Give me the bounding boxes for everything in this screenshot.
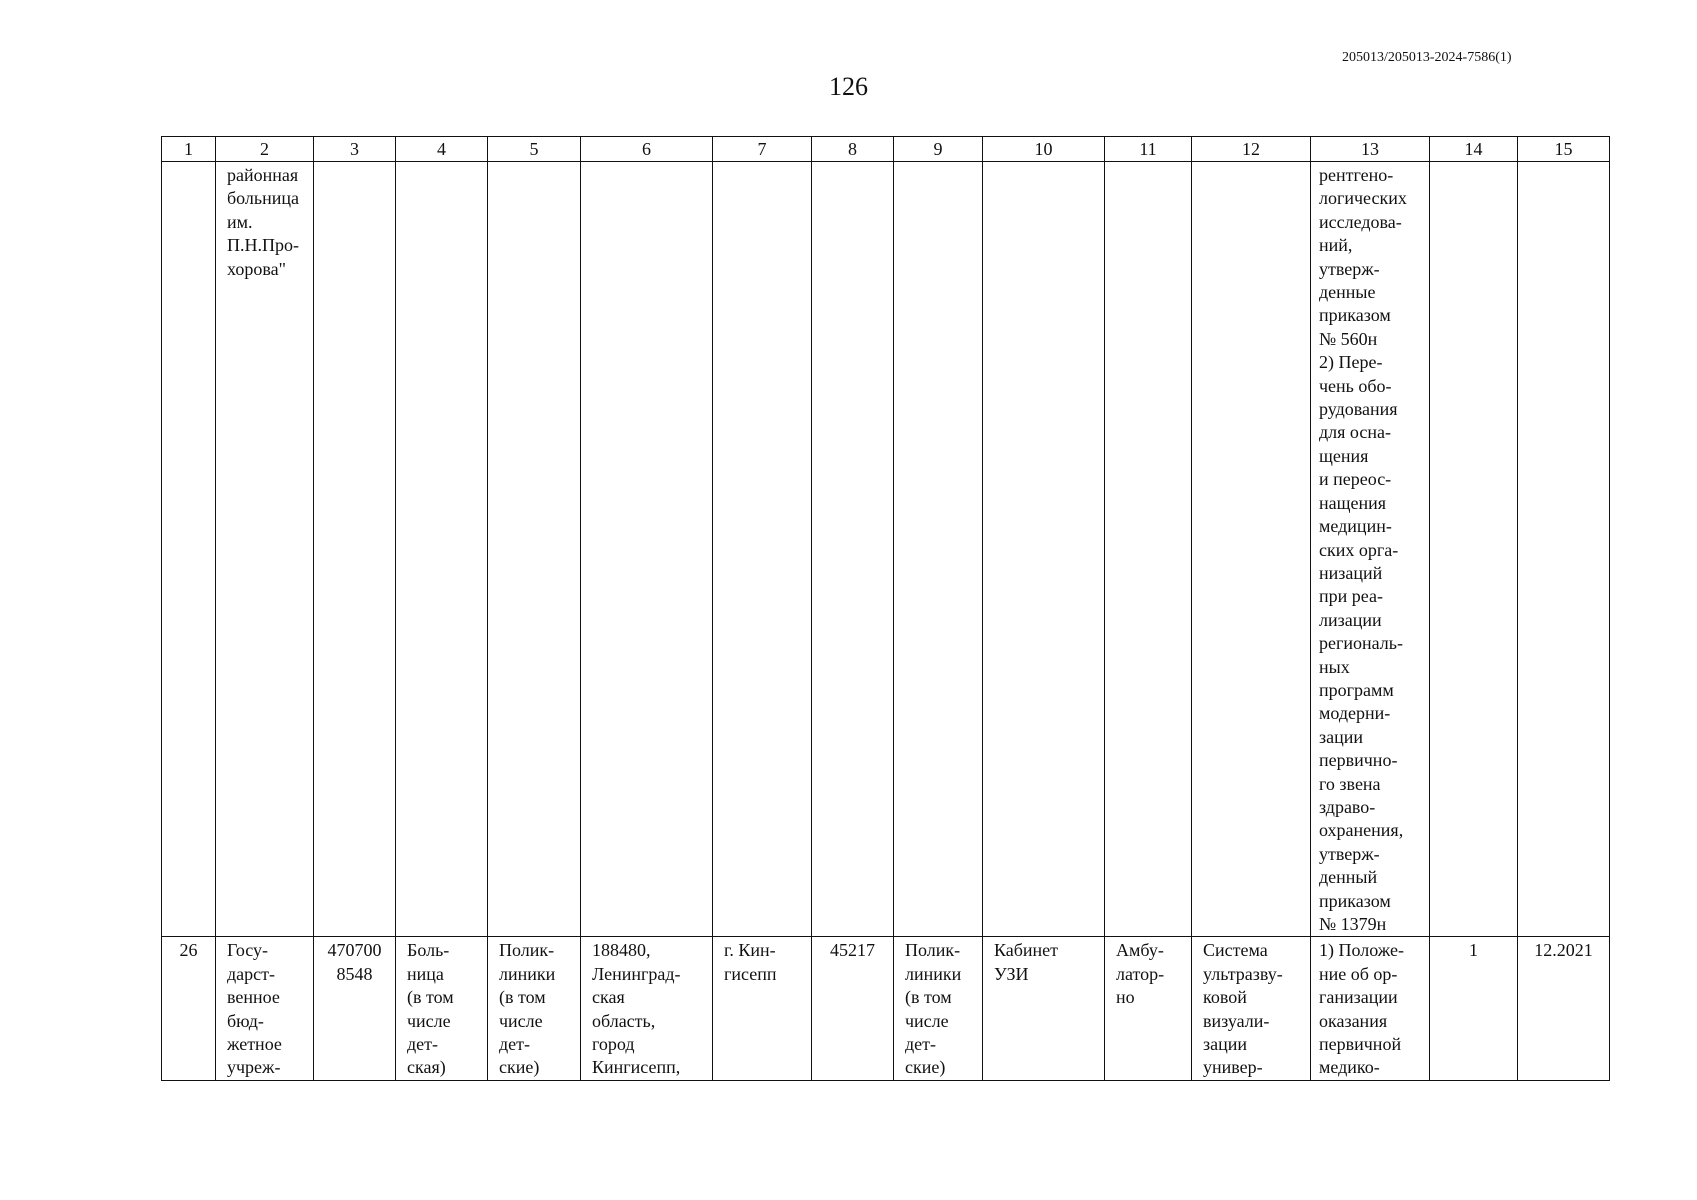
table-cell bbox=[1192, 162, 1311, 937]
cell-text: районная больница им. П.Н.Про- хорова" bbox=[227, 165, 299, 279]
organization-name: Госу- дарст- венное бюд- жетное учреж- bbox=[227, 940, 282, 1078]
table-cell bbox=[1518, 937, 1610, 1080]
delivery-date: 12.2021 bbox=[1534, 940, 1593, 961]
table-cell bbox=[894, 937, 983, 1080]
regulation: 1) Положе- ние об ор- ганизации оказания первичной медико- bbox=[1319, 940, 1404, 1078]
table-cell bbox=[812, 937, 894, 1080]
table-cell bbox=[396, 162, 488, 937]
column-number: 10 bbox=[983, 137, 1105, 162]
table-cell bbox=[983, 937, 1105, 1080]
table-cell bbox=[396, 937, 488, 1080]
cell-text bbox=[162, 162, 215, 164]
table-row-continuation bbox=[162, 162, 1610, 937]
division-type: Полик- линики (в том числе дет- ские) bbox=[499, 940, 556, 1078]
cell-text bbox=[1518, 162, 1609, 164]
column-number: 8 bbox=[812, 137, 894, 162]
column-number: 2 bbox=[216, 137, 314, 162]
table-cell bbox=[983, 162, 1105, 937]
cell-text bbox=[314, 162, 395, 164]
cell-text bbox=[1192, 162, 1310, 164]
table-cell bbox=[162, 162, 216, 937]
column-number: 4 bbox=[396, 137, 488, 162]
room-type: Кабинет УЗИ bbox=[994, 940, 1059, 984]
cell-text bbox=[581, 162, 712, 164]
table-cell bbox=[1430, 937, 1518, 1080]
table-cell bbox=[1311, 937, 1430, 1080]
cell-text bbox=[1430, 162, 1517, 164]
table-cell bbox=[216, 162, 314, 937]
table-cell bbox=[1105, 162, 1192, 937]
cell-text bbox=[1105, 162, 1191, 164]
quantity: 1 bbox=[1469, 940, 1478, 961]
cell-text bbox=[894, 162, 982, 164]
care-conditions: Амбу- латор- но bbox=[1116, 940, 1165, 1008]
table-cell bbox=[314, 162, 396, 937]
cell-text bbox=[713, 162, 811, 164]
column-number: 7 bbox=[713, 137, 812, 162]
table-cell bbox=[1518, 162, 1610, 937]
table-cell bbox=[162, 937, 216, 1080]
equipment-name: Система ультразву- ковой визуали- зации универ- bbox=[1203, 940, 1283, 1078]
column-number: 14 bbox=[1430, 137, 1518, 162]
document-id: 205013/205013-2024-7586(1) bbox=[1342, 50, 1512, 65]
okato-code: 45217 bbox=[830, 940, 875, 961]
column-number: 1 bbox=[162, 137, 216, 162]
column-number: 5 bbox=[488, 137, 581, 162]
table-cell bbox=[1105, 937, 1192, 1080]
unit-type: Полик- линики (в том числе дет- ские) bbox=[905, 940, 962, 1078]
table-cell bbox=[314, 937, 396, 1080]
page-number: 126 bbox=[829, 72, 868, 101]
cell-text bbox=[396, 162, 487, 164]
table-cell bbox=[713, 162, 812, 937]
table-cell bbox=[894, 162, 983, 937]
table-cell bbox=[488, 937, 581, 1080]
locality: г. Кин- гисепп bbox=[724, 940, 777, 984]
table-cell bbox=[1311, 162, 1430, 937]
column-number: 6 bbox=[581, 137, 713, 162]
column-number: 9 bbox=[894, 137, 983, 162]
column-number: 12 bbox=[1192, 137, 1311, 162]
data-table bbox=[161, 136, 1610, 1081]
column-number: 3 bbox=[314, 137, 396, 162]
cell-text bbox=[983, 162, 1104, 164]
cell-text bbox=[812, 162, 893, 164]
address: 188480, Ленинград- ская область, город Кингисепп, bbox=[592, 940, 681, 1078]
table-cell bbox=[1192, 937, 1311, 1080]
column-number: 11 bbox=[1105, 137, 1192, 162]
table-cell bbox=[1430, 162, 1518, 937]
table-cell bbox=[713, 937, 812, 1080]
table-cell bbox=[216, 937, 314, 1080]
inn-code: 470700 8548 bbox=[327, 940, 382, 984]
facility-type: Боль- ница (в том числе дет- ская) bbox=[407, 940, 454, 1078]
column-number: 13 bbox=[1311, 137, 1430, 162]
cell-text: рентгено- логических исследова- ний, утверж- денные приказом № 560н 2) Пере- чень обо- рудования для осна- щения и переос- нащения медицин- ских орга- низаций при реа- лизации региональ- ных программ модерни- зации первично- го звена здраво- охранения, утверж- денный приказом № 1379н bbox=[1319, 165, 1407, 934]
table-cell bbox=[581, 937, 713, 1080]
row-number: 26 bbox=[179, 940, 198, 961]
column-number: 15 bbox=[1518, 137, 1610, 162]
column-number-row bbox=[162, 137, 1610, 162]
table-cell bbox=[581, 162, 713, 937]
table-cell bbox=[812, 162, 894, 937]
table-row-26 bbox=[162, 937, 1610, 1080]
table-cell bbox=[488, 162, 581, 937]
cell-text bbox=[488, 162, 580, 164]
